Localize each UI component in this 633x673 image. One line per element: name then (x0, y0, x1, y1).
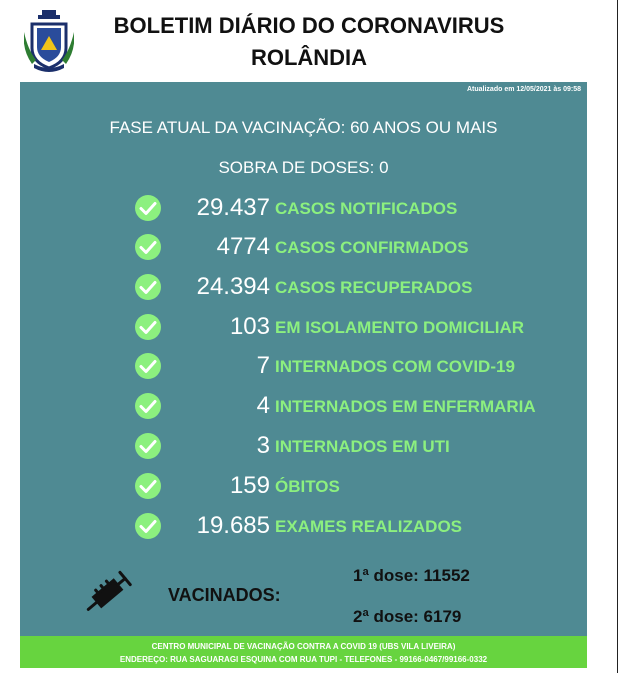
stat-row (20, 468, 587, 504)
title-line-1: BOLETIM DIÁRIO DO CORONAVIRUS (113, 13, 505, 38)
stat-label: CASOS NOTIFICADOS (275, 199, 458, 218)
stat-label: INTERNADOS EM UTI (275, 437, 450, 456)
vaccination-phase: FASE ATUAL DA VACINAÇÃO: 60 ANOS OU MAIS (109, 118, 498, 137)
second-dose-count: 2ª dose: 6179 (353, 607, 462, 626)
stat-label: EM ISOLAMENTO DOMICILIAR (275, 318, 525, 337)
check-circle-icon (134, 352, 162, 380)
syringe-icon (80, 568, 138, 616)
stat-row (20, 508, 587, 544)
first-dose-count: 1ª dose: 11552 (353, 566, 470, 585)
check-circle-icon (134, 392, 162, 420)
check-circle-icon (134, 313, 162, 341)
stat-row (20, 348, 587, 384)
stat-row (20, 229, 587, 265)
stat-value: 19.685 (196, 512, 270, 539)
check-circle-icon (134, 233, 162, 261)
page-border (617, 0, 618, 673)
bulletin-panel (20, 82, 587, 668)
stat-row (20, 269, 587, 305)
stat-label: EXAMES REALIZADOS (275, 517, 463, 536)
stat-value: 103 (229, 313, 270, 340)
stat-row (20, 388, 587, 424)
stat-label: INTERNADOS EM ENFERMARIA (275, 397, 536, 416)
stat-row (20, 190, 587, 226)
stat-value: 3 (256, 432, 270, 459)
stat-value: 4774 (216, 233, 270, 260)
stat-value: 4 (256, 392, 270, 419)
stat-row (20, 309, 587, 345)
check-circle-icon (134, 512, 162, 540)
check-circle-icon (134, 273, 162, 301)
check-circle-icon (134, 432, 162, 460)
check-circle-icon (134, 194, 162, 222)
stat-row (20, 428, 587, 464)
footer-banner (20, 636, 587, 668)
stat-value: 24.394 (196, 273, 270, 300)
city-crest-icon (24, 10, 74, 72)
stat-label: ÓBITOS (275, 477, 340, 496)
stat-label: INTERNADOS COM COVID-19 (275, 357, 515, 376)
stat-value: 159 (229, 472, 270, 499)
leftover-doses: SOBRA DE DOSES: 0 (218, 158, 389, 177)
vaccinated-label: VACINADOS: (168, 585, 281, 605)
stat-label: CASOS CONFIRMADOS (275, 238, 469, 257)
check-circle-icon (134, 472, 162, 500)
stat-value: 29.437 (196, 194, 270, 221)
updated-timestamp: Atualizado em 12/05/2021 às 09:58 (466, 86, 581, 93)
footer-line-2: ENDEREÇO: RUA SAGUARAGI ESQUINA COM RUA TUPI - TELEFONES - 99166-0467/99166-0332 (119, 655, 488, 664)
stat-label: CASOS RECUPERADOS (275, 278, 473, 297)
footer-line-1: CENTRO MUNICIPAL DE VACINAÇÃO CONTRA A COVID 19 (UBS VILA LIVEIRA) (151, 642, 456, 651)
stat-value: 7 (256, 352, 270, 379)
title-line-2: ROLÂNDIA (250, 45, 368, 70)
page-title (74, 10, 544, 74)
